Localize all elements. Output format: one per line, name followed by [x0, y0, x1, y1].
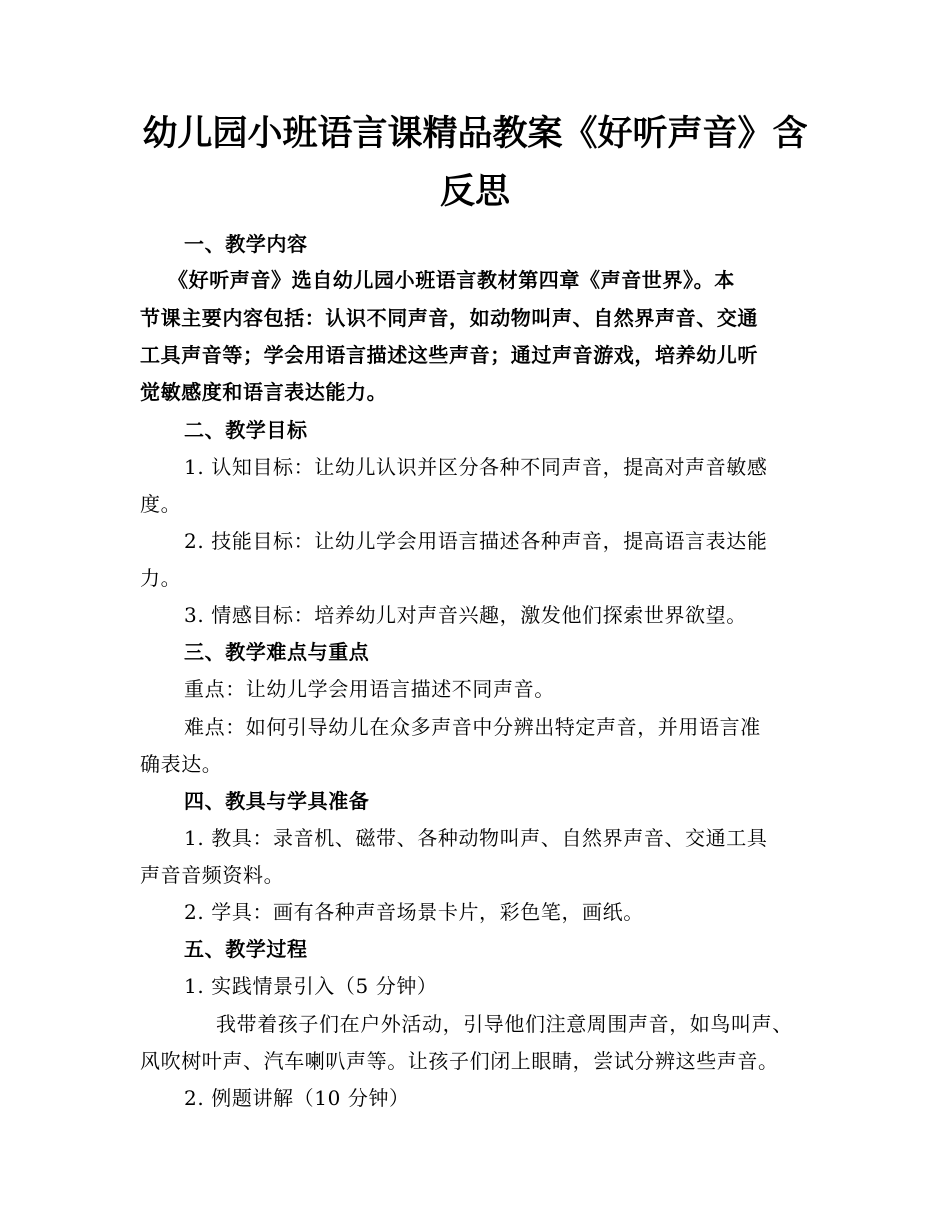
- list-item-line: 度。: [140, 492, 182, 516]
- list-item-line: 3. 情感目标：培养幼儿对声音兴趣，激发他们探索世界欲望。: [184, 603, 747, 627]
- section-heading-teaching-goals: 二、教学目标: [184, 418, 308, 442]
- list-item-line: 力。: [140, 566, 182, 590]
- paragraph-line: 节课主要内容包括：认识不同声音，如动物叫声、自然界声音、交通: [140, 306, 758, 330]
- section-heading-teaching-process: 五、教学过程: [184, 937, 308, 961]
- paragraph-line: 重点：让幼儿学会用语言描述不同声音。: [184, 677, 555, 701]
- list-item-line: 2. 例题讲解（10 分钟）: [184, 1086, 410, 1110]
- paragraph-line: 我带着孩子们在户外活动，引导他们注意周围声音，如鸟叫声、: [216, 1012, 793, 1036]
- document-title-line-2: 反思: [439, 172, 510, 212]
- paragraph-line: 《好听声音》选自幼儿园小班语言教材第四章《声音世界》。本: [168, 268, 735, 292]
- list-item-line: 1. 教具：录音机、磁带、各种动物叫声、自然界声音、交通工具: [184, 826, 768, 850]
- section-heading-difficulties-focus: 三、教学难点与重点: [184, 640, 370, 664]
- section-heading-teaching-content: 一、教学内容: [184, 232, 308, 256]
- list-item-line: 2. 技能目标：让幼儿学会用语言描述各种声音，提高语言表达能: [184, 529, 768, 553]
- list-item-line: 1. 认知目标：让幼儿认识并区分各种不同声音，提高对声音敏感: [184, 455, 768, 479]
- paragraph-line: 确表达。: [140, 752, 223, 776]
- list-item-line: 声音音频资料。: [140, 863, 285, 887]
- paragraph-line: 难点：如何引导幼儿在众多声音中分辨出特定声音，并用语言准: [184, 715, 761, 739]
- paragraph-line: 工具声音等；学会用语言描述这些声音；通过声音游戏，培养幼儿听: [140, 343, 758, 367]
- section-heading-materials: 四、教具与学具准备: [184, 789, 370, 813]
- paragraph-line: 风吹树叶声、汽车喇叭声等。让孩子们闭上眼睛，尝试分辨这些声音。: [140, 1049, 779, 1073]
- document-title-line-1: 幼儿园小班语言课精品教案《好听声音》含: [142, 114, 808, 154]
- paragraph-line: 觉敏感度和语言表达能力。: [140, 380, 388, 404]
- list-item-line: 2. 学具：画有各种声音场景卡片，彩色笔，画纸。: [184, 900, 644, 924]
- list-item-line: 1. 实践情景引入（5 分钟）: [184, 974, 438, 998]
